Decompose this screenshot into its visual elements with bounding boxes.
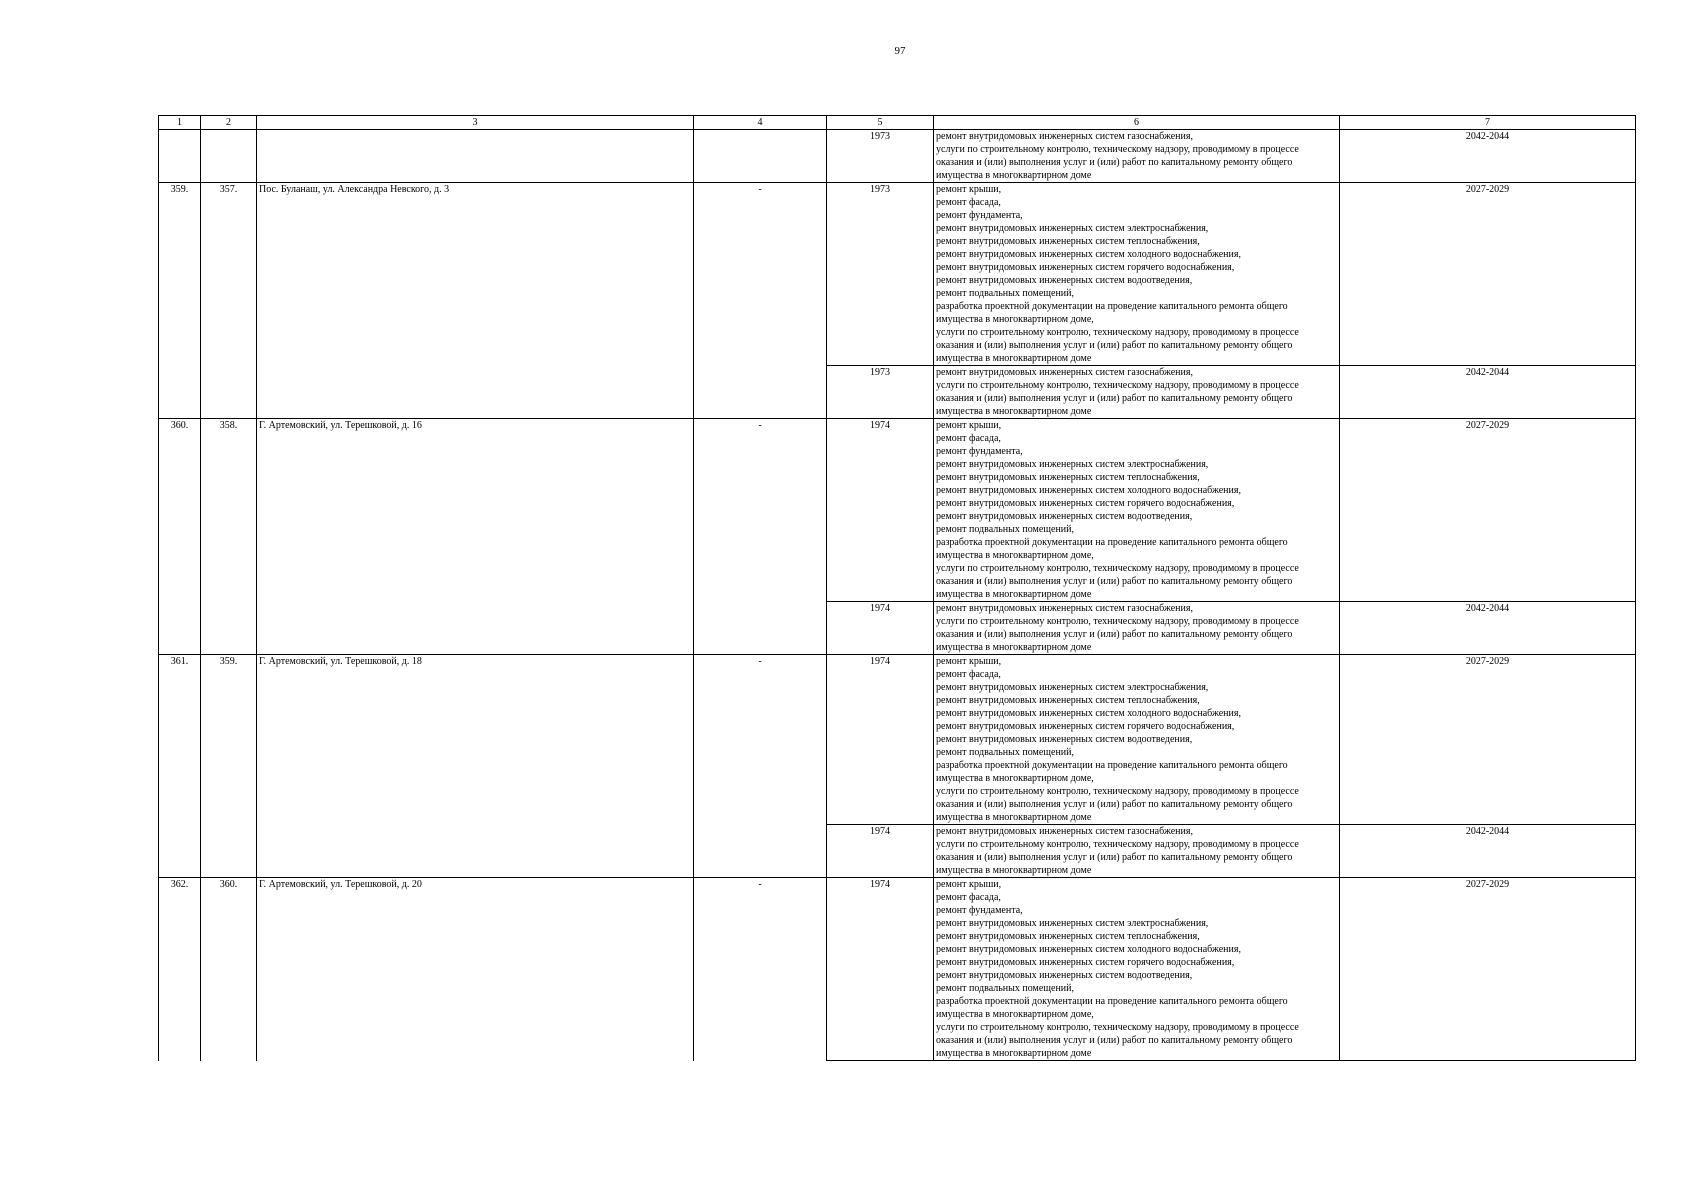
row-number: 360. <box>159 419 201 655</box>
house-number: 360. <box>201 878 257 1061</box>
repair-works: ремонт крыши, ремонт фасада, ремонт фундамента, ремонт внутридомовых инженерных систем электроснабжения, ремонт внутридомовых инженерных систем теплоснабжения, ремонт внутридомовых инженерных систем холодного водоснабжения, ремонт внутридомовых инженерных систем горячего водоснабжения, ремонт внутридомовых инженерных систем водоотведения, ремонт подвальных помещений, разработка проектной документации на проведение капитального ремонта общего имущества в многоквартирном доме, услуги по строительному контролю, техническому надзору, проводимому в процессе оказания и (или) выполнения услуг и (или) работ по капитальному ремонту общего имущества в многоквартирном доме <box>934 878 1340 1061</box>
commissioning-year: 1973 <box>827 183 934 366</box>
row-number: 362. <box>159 878 201 1061</box>
commissioning-year: 1974 <box>827 825 934 878</box>
repair-period: 2042-2044 <box>1340 366 1636 419</box>
column-header-7: 7 <box>1340 116 1636 130</box>
column-header-1: 1 <box>159 116 201 130</box>
house-address: Пос. Буланаш, ул. Александра Невского, д. 3 <box>257 183 694 419</box>
commissioning-year: 1973 <box>827 130 934 183</box>
house-number: 357. <box>201 183 257 419</box>
column-4-value: - <box>694 655 827 878</box>
column-header-6: 6 <box>934 116 1340 130</box>
table-row <box>159 655 1636 825</box>
table-row <box>159 878 1636 1061</box>
repair-period: 2042-2044 <box>1340 130 1636 183</box>
column-header-4: 4 <box>694 116 827 130</box>
row-number: 359. <box>159 183 201 419</box>
house-address <box>257 130 694 183</box>
repair-period: 2027-2029 <box>1340 655 1636 825</box>
column-4-value: - <box>694 183 827 419</box>
repair-works: ремонт крыши, ремонт фасада, ремонт фундамента, ремонт внутридомовых инженерных систем электроснабжения, ремонт внутридомовых инженерных систем теплоснабжения, ремонт внутридомовых инженерных систем холодного водоснабжения, ремонт внутридомовых инженерных систем горячего водоснабжения, ремонт внутридомовых инженерных систем водоотведения, ремонт подвальных помещений, разработка проектной документации на проведение капитального ремонта общего имущества в многоквартирном доме, услуги по строительному контролю, техническому надзору, проводимому в процессе оказания и (или) выполнения услуг и (или) работ по капитальному ремонту общего имущества в многоквартирном доме <box>934 183 1340 366</box>
repair-works: ремонт крыши, ремонт фасада, ремонт фундамента, ремонт внутридомовых инженерных систем электроснабжения, ремонт внутридомовых инженерных систем теплоснабжения, ремонт внутридомовых инженерных систем холодного водоснабжения, ремонт внутридомовых инженерных систем горячего водоснабжения, ремонт внутридомовых инженерных систем водоотведения, ремонт подвальных помещений, разработка проектной документации на проведение капитального ремонта общего имущества в многоквартирном доме, услуги по строительному контролю, техническому надзору, проводимому в процессе оказания и (или) выполнения услуг и (или) работ по капитальному ремонту общего имущества в многоквартирном доме <box>934 419 1340 602</box>
row-number: 361. <box>159 655 201 878</box>
capital-repair-table <box>158 115 1636 1061</box>
commissioning-year: 1974 <box>827 655 934 825</box>
repair-works: ремонт крыши, ремонт фасада, ремонт внутридомовых инженерных систем электроснабжения, ремонт внутридомовых инженерных систем теплоснабжения, ремонт внутридомовых инженерных систем холодного водоснабжения, ремонт внутридомовых инженерных систем горячего водоснабжения, ремонт внутридомовых инженерных систем водоотведения, ремонт подвальных помещений, разработка проектной документации на проведение капитального ремонта общего имущества в многоквартирном доме, услуги по строительному контролю, техническому надзору, проводимому в процессе оказания и (или) выполнения услуг и (или) работ по капитальному ремонту общего имущества в многоквартирном доме <box>934 655 1340 825</box>
table-row <box>159 419 1636 602</box>
table-row <box>159 130 1636 183</box>
house-number: 359. <box>201 655 257 878</box>
repair-works: ремонт внутридомовых инженерных систем газоснабжения, услуги по строительному контролю, техническому надзору, проводимому в процессе оказания и (или) выполнения услуг и (или) работ по капитальному ремонту общего имущества в многоквартирном доме <box>934 825 1340 878</box>
commissioning-year: 1974 <box>827 878 934 1061</box>
repair-period: 2027-2029 <box>1340 419 1636 602</box>
repair-period: 2027-2029 <box>1340 878 1636 1061</box>
column-header-5: 5 <box>827 116 934 130</box>
column-number-header-row <box>159 116 1636 130</box>
repair-period: 2042-2044 <box>1340 825 1636 878</box>
column-header-3: 3 <box>257 116 694 130</box>
commissioning-year: 1974 <box>827 602 934 655</box>
column-4-value: - <box>694 419 827 655</box>
house-number <box>201 130 257 183</box>
column-header-2: 2 <box>201 116 257 130</box>
house-address: Г. Артемовский, ул. Терешковой, д. 16 <box>257 419 694 655</box>
column-4-value: - <box>694 878 827 1061</box>
repair-works: ремонт внутридомовых инженерных систем газоснабжения, услуги по строительному контролю, техническому надзору, проводимому в процессе оказания и (или) выполнения услуг и (или) работ по капитальному ремонту общего имущества в многоквартирном доме <box>934 130 1340 183</box>
table-row <box>159 183 1636 366</box>
commissioning-year: 1973 <box>827 366 934 419</box>
repair-period: 2027-2029 <box>1340 183 1636 366</box>
repair-works: ремонт внутридомовых инженерных систем газоснабжения, услуги по строительному контролю, техническому надзору, проводимому в процессе оказания и (или) выполнения услуг и (или) работ по капитальному ремонту общего имущества в многоквартирном доме <box>934 602 1340 655</box>
row-number <box>159 130 201 183</box>
column-4-value <box>694 130 827 183</box>
page-number: 97 <box>894 45 906 57</box>
house-address: Г. Артемовский, ул. Терешковой, д. 18 <box>257 655 694 878</box>
commissioning-year: 1974 <box>827 419 934 602</box>
house-address: Г. Артемовский, ул. Терешковой, д. 20 <box>257 878 694 1061</box>
house-number: 358. <box>201 419 257 655</box>
repair-period: 2042-2044 <box>1340 602 1636 655</box>
repair-works: ремонт внутридомовых инженерных систем газоснабжения, услуги по строительному контролю, техническому надзору, проводимому в процессе оказания и (или) выполнения услуг и (или) работ по капитальному ремонту общего имущества в многоквартирном доме <box>934 366 1340 419</box>
